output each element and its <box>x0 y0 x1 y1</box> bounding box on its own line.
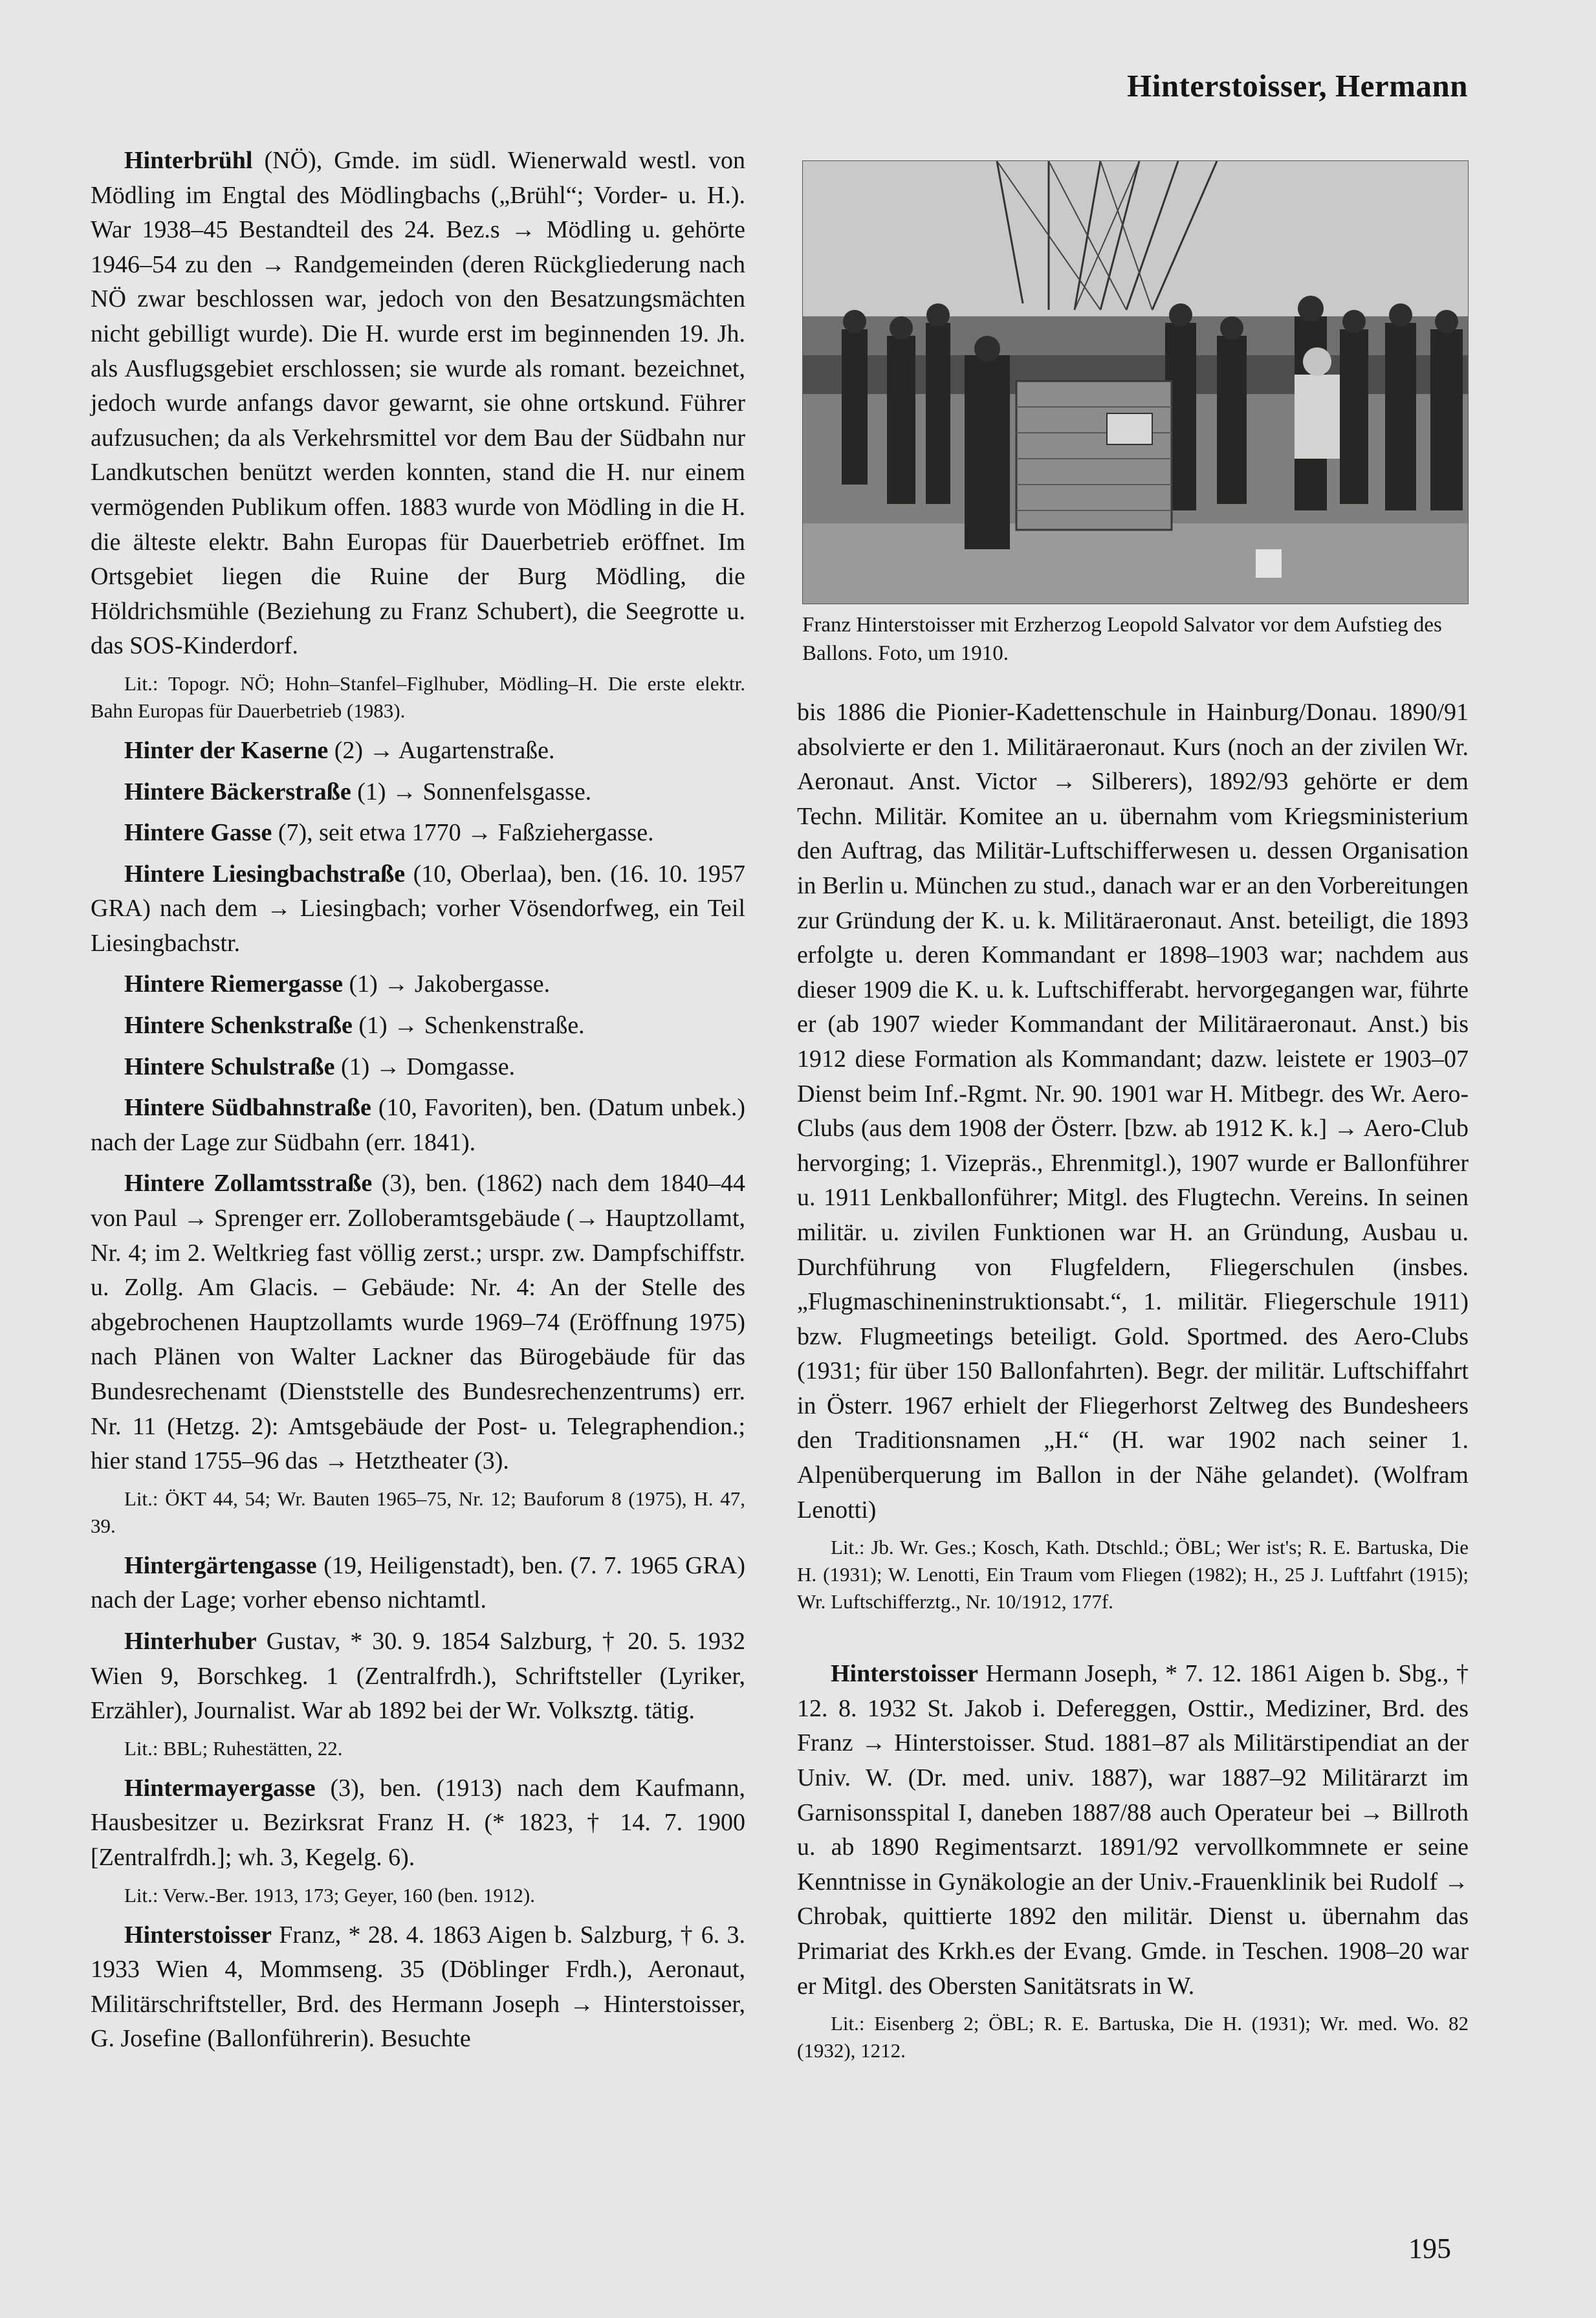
entry-hintere-baeckerstrasse <box>91 775 745 810</box>
entry-body: (10, Oberlaa), ben. (16. 10. 1957 GRA) nach dem → Liesingbach; vorher Vösendorfweg, ein Teil Liesingbachstr. <box>91 860 745 957</box>
entry-hintere-suedbahnstrasse <box>91 1091 745 1160</box>
entry-body: Franz, * 28. 4. 1863 Aigen b. Salzburg, † 6. 3. 1933 Wien 4, Mommseng. 35 (Döblinger Frdh.), Aeronaut, Militärschriftsteller, Brd. des Hermann Joseph → Hinterstoisser, G. Josefine (Ballonführerin). Besuchte <box>91 1921 745 2053</box>
entry-hinterstoisser-franz-continued <box>797 695 1469 1615</box>
entry-body: Gustav, * 30. 9. 1854 Salzburg, † 20. 5. 1932 Wien 9, Borschkeg. 1 (Zentralfrdh.), Schriftsteller (Lyriker, Erzähler), Journalist. War ab 1892 bei der Wr. Volksztg. tätig. <box>91 1627 745 1725</box>
entry-body: (7), seit etwa 1770 → Faßziehergasse. <box>272 819 654 847</box>
lemma: Hintere Liesingbachstraße <box>124 860 406 888</box>
entry-hintere-schulstrasse <box>91 1050 745 1085</box>
lemma: Hintermayergasse <box>124 1774 316 1802</box>
entry-body: (2) → Augartenstraße. <box>328 736 555 764</box>
entry-hintermayergasse <box>91 1771 745 1909</box>
running-head: Hinterstoisser, Hermann <box>1127 68 1468 104</box>
lemma: Hinterstoisser <box>124 1921 272 1949</box>
entry-hintere-zollamtsstrasse <box>91 1166 745 1539</box>
literature-note: Lit.: Verw.-Ber. 1913, 173; Geyer, 160 (ben. 1912). <box>124 1883 536 1907</box>
balloon-photo-illustration <box>803 161 1468 604</box>
entry-hintere-schenkstrasse <box>91 1009 745 1044</box>
literature-note: Lit.: Topogr. NÖ; Hohn–Stanfel–Figlhuber, Mödling–H. Die erste elektr. Bahn Europas für Dauerbetrieb (1983). <box>91 672 745 722</box>
lemma: Hintergärtengasse <box>124 1551 317 1579</box>
lemma: Hintere Gasse <box>124 819 272 847</box>
entry-hintere-gasse <box>91 816 745 851</box>
page-number: 195 <box>1408 2233 1451 2264</box>
entry-hinterstoisser-franz <box>91 1918 745 2057</box>
entry-body: (3), ben. (1862) nach dem 1840–44 von Paul → Sprenger err. Zolloberamtsgebäude (→ Hauptzollamt, Nr. 4; im 2. Weltkrieg fast völlig zerst.; urspr. zw. Dampfschiffstr. u. Zollg. Am Glacis. – Gebäude: Nr. 4: An der Stelle des abgebrochenen Hauptzollamts wurde 1969–74 (Eröffnung 1975) nach Plänen von Walter Lackner das Bürogebäude für das Bundesrechenamt (Dienststelle des Bundesrechenzentrums) err. Nr. 11 (Hetzg. 2): Amtsgebäude der Post- u. Telegraphendion.; hier stand 1755–96 das → Hetztheater (3). <box>91 1170 746 1475</box>
entry-body: Hermann Joseph, * 7. 12. 1861 Aigen b. Sbg., † 12. 8. 1932 St. Jakob i. Defereggen, Osttir., Mediziner, Brd. des Franz → Hinterstoisser. Stud. 1881–87 als Militärstipendiat an der Univ. W. (Dr. med. univ. 1887), war 1887–92 Militärarzt im Garnisonsspital I, daneben 1887/88 auch Operateur bei → Billroth u. ab 1890 Regimentsarzt. 1891/92 vervollkommnete er seine Kenntnisse in Gynäkologie an der Univ.-Frauenklinik bei Rudolf → Chrobak, quittierte 1892 den militär. Dienst u. übernahm das Primariat des Krkh.es der Evang. Gmde. in Teschen. 1908–20 war er Mitgl. des Obersten Sanitätsrats in W. <box>797 1660 1469 2000</box>
entry-body: (1) → Schenkenstraße. <box>352 1012 585 1040</box>
photo-caption: Franz Hinterstoisser mit Erzherzog Leopold Salvator vor dem Aufstieg des Ballons. Foto, um 1910. <box>802 613 1442 665</box>
entry-body: (1) → Jakobergasse. <box>343 970 551 998</box>
lemma: Hinterbrühl <box>124 147 253 174</box>
literature-note: Lit.: Eisenberg 2; ÖBL; R. E. Bartuska, Die H. (1931); Wr. med. Wo. 82 (1932), 1212. <box>797 2012 1469 2062</box>
entry-text <box>91 1771 745 1875</box>
entry-hinterstoisser-hermann <box>797 1657 1469 2064</box>
entry-body: (NÖ), Gmde. im südl. Wienerwald westl. von Mödling im Engtal des Mödlingbachs („Brühl“; Vorder- u. H.). War 1938–45 Bestandteil des 24. Bez.s → Mödling u. gehörte 1946–54 zu den → Randgemeinden (deren Rückgliederung nach NÖ zwar beschlossen war, jedoch von den Besatzungsmächten nicht gebilligt wurde). Die H. wurde erst im beginnenden 19. Jh. als Ausflugsgebiet erschlossen; sie wurde als romant. bezeichnet, jedoch wurde anfangs davor gewarnt, sie ohne ortskund. Führer aufzusuchen; da als Verkehrsmittel vor dem Bau der Südbahn nur Landkutschen benützt werden konnten, stand die H. nur einem vermögenden Publikum offen. 1883 wurde von Mödling in die H. die älteste elektr. Bahn Europas für Dauerbetrieb eröffnet. Im Ortsgebiet liegen die Ruine der Burg Mödling, die Höldrichsmühle (Beziehung zu Franz Schubert), die Seegrotte u. das SOS-Kinderdorf. <box>91 147 745 660</box>
entry-body: (3), ben. (1913) nach dem Kaufmann, Hausbesitzer u. Bezirksrat Franz H. (* 1823, † 14. 7. 1900 [Zentralfrdh.]; wh. 3, Kegelg. 6). <box>91 1774 745 1871</box>
entry-text <box>91 1166 745 1478</box>
lemma: Hinterhuber <box>124 1627 257 1655</box>
right-column <box>797 695 1469 2073</box>
figure <box>802 160 1467 668</box>
balloon-photo <box>802 160 1469 604</box>
lemma: Hintere Bäckerstraße <box>124 778 351 805</box>
entry-body: (1) → Sonnenfelsgasse. <box>351 778 592 805</box>
entry-hinterhuber <box>91 1624 745 1762</box>
lemma: Hinterstoisser <box>831 1660 978 1688</box>
entry-hintere-liesingbachstrasse <box>91 857 745 961</box>
literature-note: Lit.: Jb. Wr. Ges.; Kosch, Kath. Dtschld.; ÖBL; Wer ist's; R. E. Bartuska, Die H. (1931); W. Lenotti, Ein Traum vom Fliegen (1982); H., 25 J. Luftfahrt (1915); Wr. Luftschifferztg., Nr. 10/1912, 177f. <box>797 1536 1469 1613</box>
literature-note: Lit.: BBL; Ruhestätten, 22. <box>124 1736 343 1760</box>
entry-text <box>797 1657 1469 2004</box>
lemma: Hintere Zollamtsstraße <box>124 1170 373 1197</box>
entry-body: (10, Favoriten), ben. (Datum unbek.) nach der Lage zur Südbahn (err. 1841). <box>91 1094 745 1156</box>
literature-note: Lit.: ÖKT 44, 54; Wr. Bauten 1965–75, Nr. 12; Bauforum 8 (1975), H. 47, 39. <box>91 1487 745 1537</box>
entry-hintergaertengasse <box>91 1549 745 1618</box>
entry-text <box>797 695 1469 1527</box>
lemma: Hintere Riemergasse <box>124 970 344 998</box>
lemma: Hintere Südbahnstraße <box>124 1094 371 1122</box>
entry-body: (19, Heiligenstadt), ben. (7. 7. 1965 GRA) nach der Lage; vorher ebenso nichtamtl. <box>91 1551 745 1614</box>
entry-text <box>91 144 745 664</box>
entry-hinterbruehl <box>91 144 745 725</box>
entry-body: bis 1886 die Pionier-Kadettenschule in Hainburg/Donau. 1890/91 absolvierte er den 1. Militäraeronaut. Kurs (noch an der zivilen Wr. Aeronaut. Anst. Victor → Silberers), 1892/93 gehörte er dem Techn. Militär. Komitee an u. übernahm vom Kriegsministerium den Auftrag, das Militär-Luftschifferwesen u. dessen Organisation in Berlin u. München zu stud., danach war er an den Vorbereitungen zur Gründung der K. u. k. Militäraeronaut. Anst. beteiligt, die 1893 erfolgte u. deren Kommandant er 1898–1903 war; nachdem aus dieser 1909 die K. u. k. Luftschifferabt. hervorgegangen war, führte er (ab 1907 wieder Kommandant der Militäraeronaut. Anst.) bis 1912 diese Formation als Kommandant; dazw. leistete er 1903–07 Dienst beim Inf.-Rgmt. Nr. 90. 1901 war H. Mitbegr. des Wr. Aero-Clubs (aus dem 1908 der Österr. [bzw. ab 1912 K. k.] → Aero-Club hervorging; 1. Vizepräs., Ehrenmitgl.), 1907 wurde er Ballonführer u. 1911 Lenkballonführer; Mitgl. des Flugtechn. Vereins. In seinen militär. u. zivilen Funktionen war H. an Gründung, Ausbau u. Durchführung von Flugfeldern, Fliegerschulen (insbes. „Flugmaschineninstruktionsabt.“, 1. militär. Fliegerschule 1911) bzw. Flugmeetings beteiligt. Gold. Sportmed. des Aero-Clubs (1931; für über 150 Ballonfahrten). Begr. der militär. Luftschiffahrt in Österr. 1967 erhielt der Fliegerhorst Zeltweg des Bundesheers den Traditionsnamen „H.“ (H. war 1902 nach seiner 1. Alpenüberquerung im Ballon in der Nähe gelandet). (Wolfram Lenotti) <box>797 699 1469 1524</box>
entry-hintere-riemergasse <box>91 967 745 1002</box>
entry-text <box>91 1624 745 1729</box>
lemma: Hintere Schenkstraße <box>124 1012 353 1040</box>
lemma: Hinter der Kaserne <box>124 736 329 764</box>
lemma: Hintere Schulstraße <box>124 1053 335 1080</box>
entry-hinter-der-kaserne <box>91 734 745 769</box>
left-column <box>91 144 745 2063</box>
entry-body: (1) → Domgasse. <box>334 1053 516 1080</box>
